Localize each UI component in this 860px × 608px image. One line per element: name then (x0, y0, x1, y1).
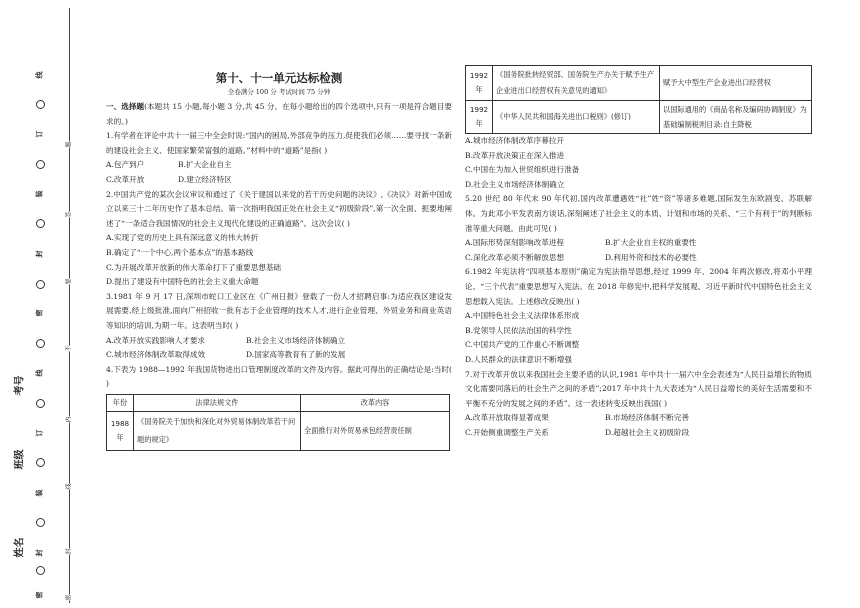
option-b[interactable]: B.市场经济体制不断完善 (605, 413, 689, 423)
binding-char: 密 (34, 309, 44, 317)
student-id-label: 考号 (14, 375, 26, 396)
table-header-row (107, 394, 450, 411)
option-d[interactable]: D.人民群众的法律意识不断增强 (465, 354, 572, 364)
table-cell: 《国务院批转经贸部、国务院生产办关于赋予生产企业进出口经营权有关意见的通知》 (493, 66, 660, 101)
binding-inner-char: 线 (65, 483, 73, 490)
table-row (466, 66, 812, 101)
table-cell: 赋予大中型生产企业进出口经营权 (660, 66, 812, 101)
binding-char: 装 (34, 489, 44, 497)
question-7-stem: 7.对于改革开放以来我国社会主要矛盾的认识,1981 年中共十一届六中全会表述为“人民日益增长的物质文化需要同落后的社会生产之间的矛盾”;2017 年中共十九大表述为“人民日益增长的美好生活需要和不平衡不充分的发展之间的矛盾”。这一表述转变反映出我国( ) (465, 369, 812, 408)
option-a[interactable]: A.实现了党的历史上具有深远意义的伟大转折 (106, 233, 259, 243)
question-6-stem: 6.1982 年宪法将“四项基本原则”确定为宪法指导思想,经过 1999 年、2004 年两次修改,将邓小平理论、“三个代表”重要思想写入宪法。在 2018 年修宪中,把科学发展观、习近平新时代中国特色社会主义思想载入宪法。上述修改反映出( ) (465, 267, 812, 306)
option-a[interactable]: A.国际形势深刻影响改革进程 (465, 238, 565, 248)
option-d[interactable]: D.国家高等教育有了新的发展 (246, 350, 346, 360)
binding-inner-char: 要 (65, 278, 73, 285)
binding-inner-char: 密 (65, 594, 73, 601)
binding-inner-char: 封 (65, 548, 73, 555)
class-label: 班级 (14, 449, 26, 470)
binding-char: 装 (34, 190, 44, 198)
option-d[interactable]: D.社会主义市场经济体制确立 (465, 179, 565, 189)
option-b[interactable]: B.党领导人民依法治国的科学性 (465, 325, 572, 335)
binding-hole (36, 280, 45, 289)
option-c[interactable]: C.改革开放 (106, 174, 145, 184)
question-5-options (465, 251, 812, 266)
binding-hole (36, 458, 45, 467)
name-label: 姓名 (14, 537, 26, 558)
question-2-stem: 2.中国共产党的某次会议审议和通过了《关于建国以来党的若干历史问题的决议》,《决议》对新中国成立以来三十二年历史作了基本总结。第一次指明我国正处在社会主义“初级阶段”,第一次全面、扼要地阐述了“一条适合我国情况的社会主义现代化建设的正确道路”。这次会议( ) (106, 189, 452, 228)
binding-hole (36, 100, 45, 109)
option-c[interactable]: C.为开展改革开放新的伟大革命打下了重要思想基础 (106, 262, 282, 272)
table-header: 年份 (107, 394, 134, 411)
option-b[interactable]: B.社会主义市场经济体制确立 (246, 335, 346, 345)
binding-margin (0, 0, 88, 608)
question-3-options (106, 348, 452, 363)
question-5-options (465, 236, 812, 251)
option-b[interactable]: B.确定了“一个中心,两个基本点”的基本路线 (106, 247, 254, 257)
section-instructions: (本题共 15 小题,每小题 3 分,共 45 分。在每小题给出的四个选项中,只有一项是符合题目要求的。) (106, 102, 453, 126)
binding-hole (36, 160, 45, 169)
binding-inner-char: 题 (65, 141, 73, 148)
option-b[interactable]: B.扩大企业自主 (178, 160, 232, 170)
page-title: 第十、十一单元达标检测 (215, 71, 343, 85)
right-column (465, 0, 812, 440)
option-a[interactable]: A.中国特色社会主义法律体系形成 (465, 311, 580, 321)
question-7-options (465, 411, 812, 426)
binding-char: 封 (34, 549, 44, 557)
binding-char: 线 (34, 71, 44, 79)
option-c[interactable]: C.中国共产党的工作重心不断调整 (465, 340, 580, 350)
binding-hole (36, 339, 45, 348)
option-d[interactable]: D.利用外资和技术的必要性 (605, 252, 697, 262)
binding-hole (36, 219, 45, 228)
question-4-stem: 4.下表为 1988—1992 年我国货物进出口管理制度改革的文件及内容。据此可得出的正确结论是:当时( ) (106, 364, 452, 389)
option-a[interactable]: A.包产到户 (106, 160, 145, 170)
option-c[interactable]: C.中国在为加入世贸组织进行准备 (465, 165, 580, 175)
option-c[interactable]: C.深化改革必须不断解放思想 (465, 252, 565, 262)
option-d[interactable]: D.提出了建设有中国特色的社会主义重大命题 (106, 277, 259, 287)
option-b[interactable]: B.扩大企业自主权的重要性 (605, 238, 697, 248)
table-cell: 以国际通用的《商品名称及编码协调制度》为基础编制税则目录:自主降税 (660, 101, 812, 134)
option-c[interactable]: C.开始侧重调整生产关系 (465, 427, 549, 437)
option-a[interactable]: A.城市经济体制改革序幕拉开 (465, 136, 565, 145)
binding-char: 线 (34, 369, 44, 377)
binding-hole (36, 566, 45, 575)
table-cell: 1992年 (466, 101, 493, 134)
binding-char: 封 (34, 250, 44, 258)
option-a[interactable]: A.改革开放取得显著成果 (465, 413, 549, 423)
table-row (107, 411, 450, 450)
table-row (466, 101, 812, 134)
table-cell: 全面推行对外贸易承包经营责任制 (301, 411, 450, 450)
option-d[interactable]: D.超越社会主义初级阶段 (605, 427, 690, 437)
binding-char: 订 (34, 429, 44, 437)
question-1-stem: 1.有学者在评论中共十一届三中全会时说:“国内的困局,外部竞争的压力,促使我们必须……要寻找一条新的建设社会主义、使国家繁荣富强的道路。”材料中的“道路”是指( ) (106, 131, 452, 155)
binding-inner-char: 内 (65, 416, 73, 423)
binding-char: 密 (34, 591, 44, 599)
option-a[interactable]: A.改革开放实践影响人才要求 (106, 335, 206, 345)
question-1-options (106, 173, 452, 188)
left-column (106, 0, 452, 451)
section-heading: 一、选择题 (106, 102, 145, 111)
binding-inner-char: 不 (65, 345, 73, 352)
option-d[interactable]: D.建立经济特区 (178, 174, 232, 184)
table-header: 法律法规文件 (134, 394, 301, 411)
question-4-table-continued (465, 65, 812, 134)
question-5-stem: 5.20 世纪 80 年代末 90 年代初,国内改革遭遇姓“社”姓“资”等诸多难题,国际发生东欧剧变、苏联解体。为此邓小平发表南方谈话,深刻阐述了社会主义的本质、计划和市场的关系、“三个有利于”的判断标准等重大问题。由此可见( ) (465, 194, 812, 233)
binding-line (69, 8, 70, 603)
question-3-stem: 3.1981 年 9 月 17 日,深圳市蛇口工业区在《广州日报》登载了一份人才招聘启事:为适应我区建设发展需要,经上级批准,面向广州招收一批有志于企业管理的技术人才,进行企业管理、外贸业务和商业英语等知识的培训,为期一年。这表明当时( ) (106, 291, 452, 330)
table-cell: 1988年 (107, 411, 134, 450)
binding-hole (36, 399, 45, 408)
table-cell: 1992年 (466, 66, 493, 101)
option-b[interactable]: B.改革开放决策正在深入推进 (465, 150, 565, 160)
question-1-options (106, 158, 452, 173)
exam-info: 全卷满分 100 分 考试时间 75 分钟 (227, 88, 331, 96)
table-header: 改革内容 (301, 394, 450, 411)
table-cell: 《中华人民共和国海关进出口税则》(修订) (493, 101, 660, 134)
question-4-table (106, 394, 450, 451)
question-7-options (465, 426, 812, 441)
binding-hole (36, 518, 45, 527)
table-cell: 《国务院关于加快和深化对外贸易体制改革若干问题的规定》 (134, 411, 301, 450)
binding-char: 订 (34, 130, 44, 138)
binding-inner-char: 答 (65, 211, 73, 218)
question-3-options (106, 334, 452, 349)
option-c[interactable]: C.城市经济体制改革取得成效 (106, 350, 206, 360)
section-intro (106, 100, 452, 129)
